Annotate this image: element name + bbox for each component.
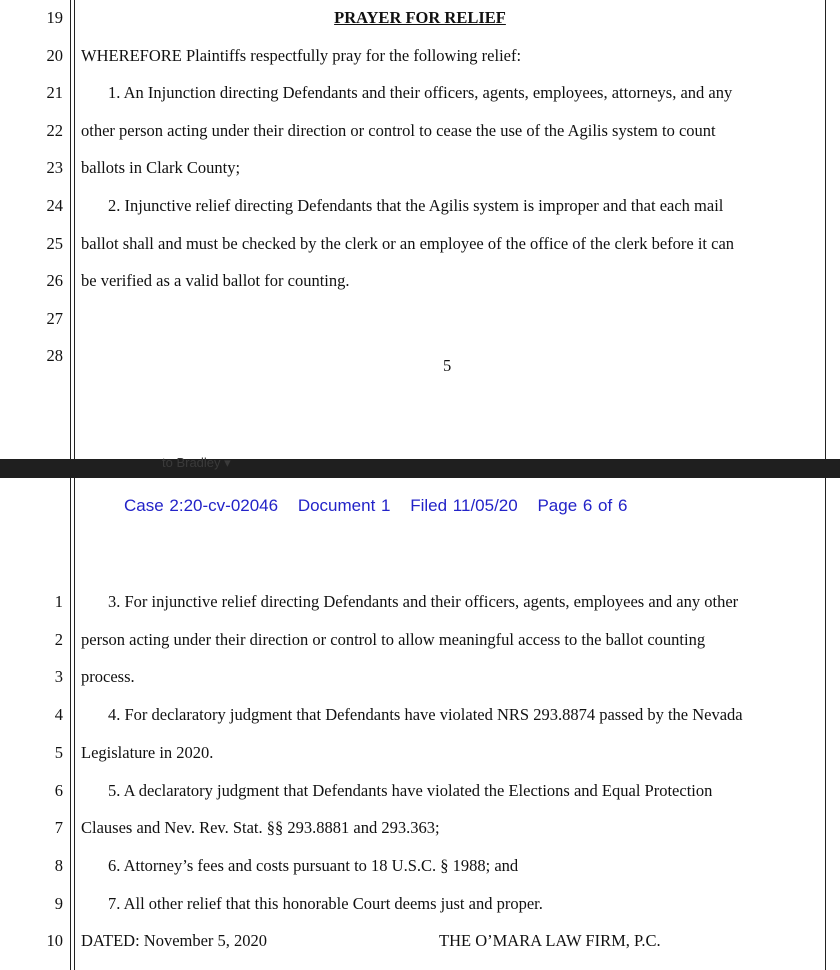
- text-line: other person acting under their direction or control to cease the use of the Agilis system to count: [81, 120, 716, 140]
- line-number: 28: [46, 346, 63, 366]
- case-number: Case 2:20-cv-02046: [124, 496, 279, 515]
- text-line: 2. Injunctive relief directing Defendants that the Agilis system is improper and that each mail: [108, 196, 724, 215]
- text-line: ballot shall and must be checked by the clerk or an employee of the office of the clerk before it can: [81, 233, 735, 253]
- line-number: 19: [46, 8, 63, 27]
- recipient-dropdown[interactable]: to Bradley ▾: [162, 455, 231, 470]
- text-line: be verified as a valid ballot for counting.: [81, 271, 350, 291]
- line-number: 23: [46, 158, 63, 178]
- page-count: Page 6 of 6: [537, 496, 628, 515]
- line-number: 1: [54, 592, 63, 611]
- page-number: 5: [443, 356, 452, 375]
- text-line: 1. An Injunction directing Defendants and their officers, agents, employees, attorneys, and any: [108, 83, 733, 103]
- text-line: DATED: November 5, 2020: [81, 931, 268, 951]
- line-number: 8: [54, 855, 63, 875]
- margin-line: [70, 0, 71, 970]
- text-line: Legislature in 2020.: [81, 742, 214, 762]
- line-number: 20: [46, 45, 63, 65]
- text-line: 4. For declaratory judgment that Defendants have violated NRS 293.8874 passed by the Nevada: [108, 705, 743, 725]
- filed-date: Filed 11/05/20: [410, 496, 518, 515]
- case-header: [124, 496, 641, 516]
- text-line: person acting under their direction or control to allow meaningful access to the ballot counting: [81, 629, 706, 649]
- line-number: 10: [46, 931, 63, 951]
- line-number: 9: [54, 893, 63, 913]
- law-firm: THE O’MARA LAW FIRM, P.C.: [439, 931, 661, 950]
- margin-line: [825, 0, 826, 970]
- line-number: 22: [46, 120, 63, 140]
- line-number: 4: [54, 705, 63, 725]
- margin-line: [74, 0, 75, 970]
- line-number: 3: [54, 667, 63, 687]
- line-number: 26: [46, 271, 63, 291]
- line-number: 27: [46, 308, 63, 328]
- line-number: 6: [54, 780, 63, 800]
- text-line: 5. A declaratory judgment that Defendants have violated the Elections and Equal Protection: [108, 780, 713, 800]
- text-line: ballots in Clark County;: [81, 158, 241, 178]
- text-line: 6. Attorney’s fees and costs pursuant to 18 U.S.C. § 1988; and: [108, 855, 519, 875]
- text-line: process.: [81, 667, 135, 687]
- document-number: Document 1: [297, 496, 391, 515]
- overlay-bar: [0, 459, 840, 478]
- section-title: PRAYER FOR RELIEF: [334, 8, 506, 27]
- line-number: 25: [46, 233, 63, 253]
- text-line: WHEREFORE Plaintiffs respectfully pray for the following relief:: [81, 45, 522, 65]
- text-line: 7. All other relief that this honorable Court deems just and proper.: [108, 893, 543, 913]
- text-line: Clauses and Nev. Rev. Stat. §§ 293.8881 and 293.363;: [81, 818, 440, 838]
- line-number: 2: [54, 629, 63, 649]
- line-number: 21: [46, 83, 63, 103]
- line-number: 5: [54, 742, 63, 762]
- line-number: 24: [46, 196, 63, 215]
- line-number: 7: [54, 818, 63, 838]
- text-line: 3. For injunctive relief directing Defendants and their officers, agents, employees and any other: [108, 592, 739, 611]
